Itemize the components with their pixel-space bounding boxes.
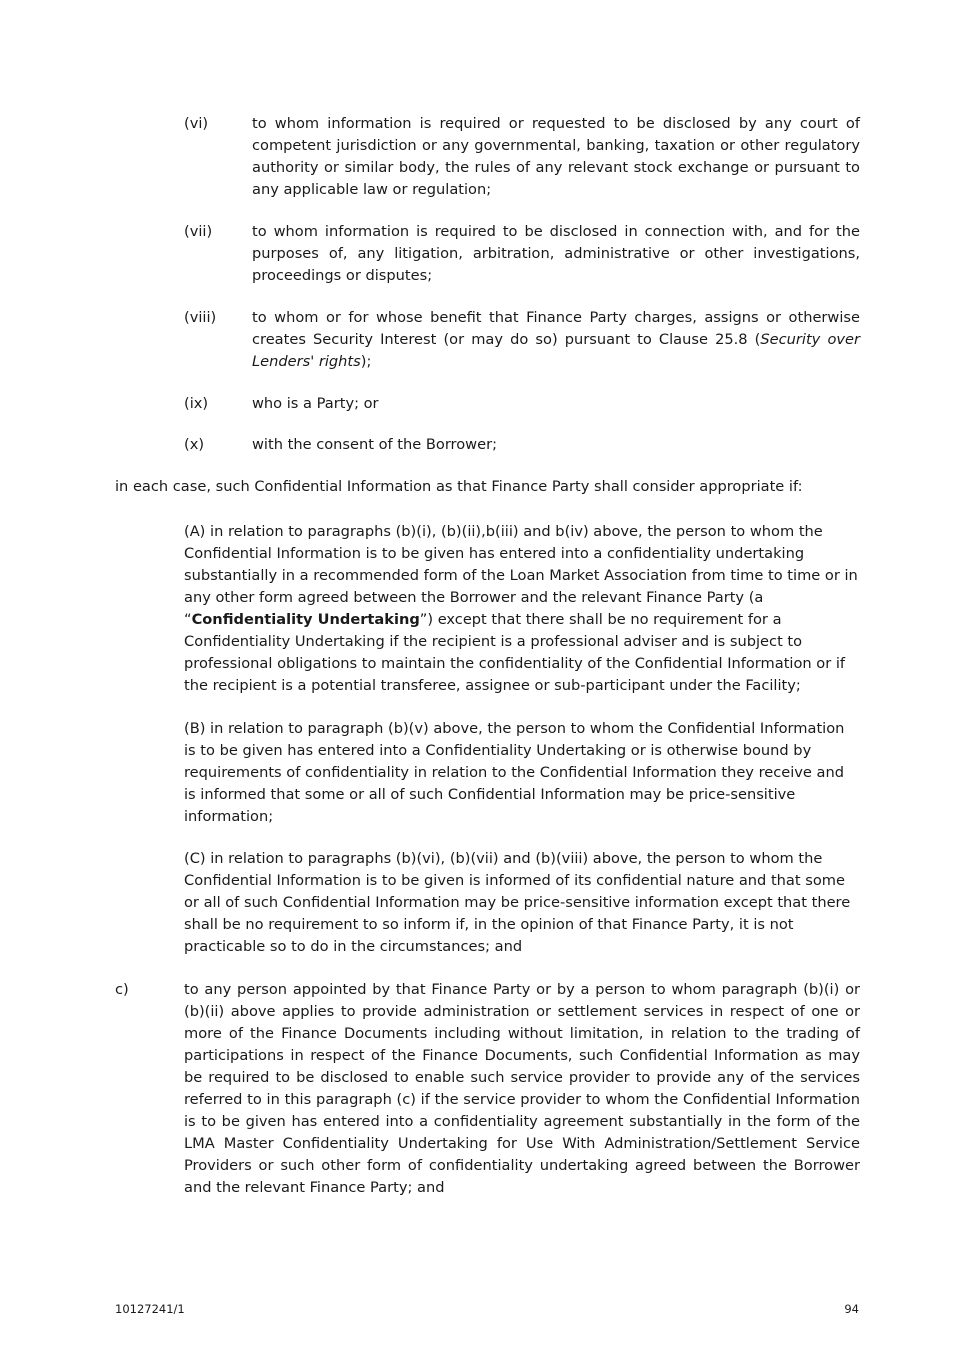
item-text [252, 307, 860, 373]
paragraph-text: (A) in relation to paragraphs (b)(i), (b)(ii),b(iii) and b(iv) above, the person to whom the Confidential Information is to be given has entered into a confidentiality undertaking substantially in a recommended form of the Loan Market Association from time to time or in any other form agreed between the Borrower and the relevant Finance Party (a “ [184, 523, 858, 628]
item-number: (vii) [184, 223, 213, 240]
item-text: to whom information is required to be disclosed in connection with, and for the purposes of, any litigation, arbitration, administrative or other investigations, proceedings or disputes; [252, 223, 860, 284]
item-number: (vi) [184, 115, 209, 132]
paragraph-text: ”) except that there shall be no requirement for a Confidentiality Undertaking if the recipient is a professional adviser and is subject to professional obligations to maintain the confidentiality of the Confidential Information or if the recipient is a potential transferee, assignee or sub-participant under the Facility; [184, 611, 846, 694]
item-text: with the consent of the Borrower; [252, 436, 498, 453]
item-text: to whom information is required or requested to be disclosed by any court of competent jurisdiction or any governmental, banking, taxation or other regulatory authority or similar body, the rules of any relevant stock exchange or pursuant to any applicable law or regulation; [252, 115, 860, 198]
item-text: to any person appointed by that Finance Party or by a person to whom paragraph (b)(i) or (b)(ii) above applies to provide administration or settlement services in respect of one or more of the Finance Documents including without limitation, in relation to the trading of participations in respect of the Finance Documents, such Confidential Information as may be required to be disclosed to enable such service provider to provide any of the services referred to in this paragraph (c) if the service provider to whom the Confidential Information is to be given has entered into a confidentiality agreement substantially in the form of the LMA Master Confidentiality Undertaking for Use With Administration/Settlement Service Providers or such other form of confidentiality undertaking agreed between the Borrower and the relevant Finance Party; and [184, 981, 860, 1196]
item-number: (ix) [184, 395, 209, 412]
item-text-part: to whom or for whose benefit that Finance Party charges, assigns or otherwise creates Security Interest (or may do so) pursuant to Clause 25.8 ( [252, 309, 860, 348]
item-text-part: ); [360, 353, 372, 370]
paragraph-b: (B) in relation to paragraph (b)(v) above, the person to whom the Confidential Information is to be given has entered into a Confidentiality Undertaking or is otherwise bound by requirements of confidentiality in relation to the Confidential Information they receive and is informed that some or all of such Confidential Information may be price-sensitive information; [184, 720, 845, 825]
page-number: 94 [844, 1302, 859, 1316]
item-number: (viii) [184, 309, 217, 326]
lead-paragraph: in each case, such Confidential Information as that Finance Party shall consider appropriate if: [115, 478, 803, 495]
item-number: c) [115, 981, 129, 998]
item-number: (x) [184, 436, 205, 453]
document-reference: 10127241/1 [115, 1302, 185, 1316]
paragraph-c: (C) in relation to paragraphs (b)(vi), (b)(vii) and (b)(viii) above, the person to whom the Confidential Information is to be given is informed of its confidential nature and that some or all of such Confidential Information may be price-sensitive information except that there shall be no requirement to so inform if, in the opinion of that Finance Party, it is not practicable so to do in the circumstances; and [184, 850, 851, 955]
paragraph-a [184, 521, 860, 697]
clause-reference: Security over Lenders' rights [252, 331, 860, 370]
item-text: who is a Party; or [252, 395, 379, 412]
defined-term: Confidentiality Undertaking [191, 611, 420, 628]
